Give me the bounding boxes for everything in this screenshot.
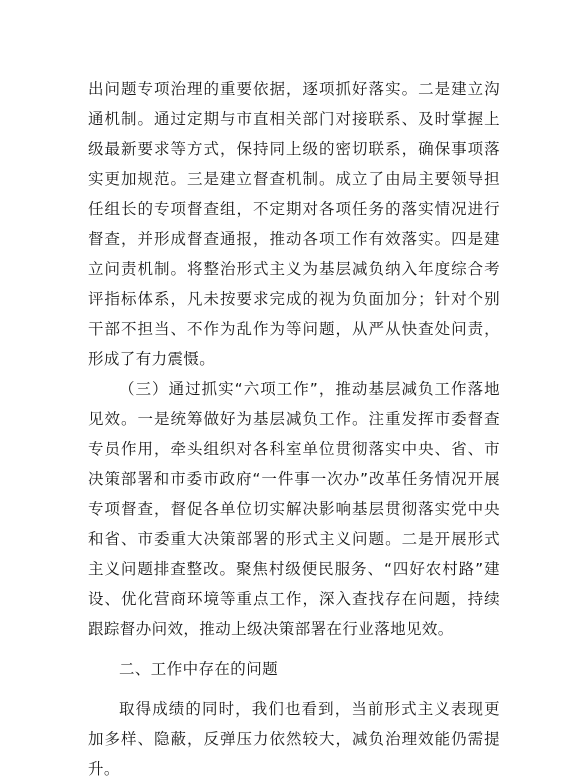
- document-body: [88, 74, 500, 784]
- spacer: [88, 684, 500, 694]
- paragraph-section-three: （三）通过抓实“六项工作”，推动基层减负工作落地见效。一是统筹做好为基层减负工作。注重发挥市委督查专员作用，牵头组织对各科室单位贯彻落实中央、省、市决策部署和市委市政府“一件事一次办”改革任务情况开展专项督查，督促各单位切实解决影响基层贯彻落实党中央和省、市委重大决策部署的形式主义问题。二是开展形式主义问题排查整改。聚焦村级便民服务、“四好农村路”建设、优化营商环境等重点工作，深入查找存在问题，持续跟踪督办问效，推动上级决策部署在行业落地见效。: [88, 380, 500, 638]
- paragraph-problems: 取得成绩的同时，我们也看到，当前形式主义表现更加多样、隐蔽，反弹压力依然较大，减负治理效能仍需提升。: [88, 700, 500, 778]
- section-heading-problems: 二、工作中存在的问题: [119, 660, 279, 678]
- spacer: [88, 644, 500, 654]
- paragraph-continuation: 出问题专项治理的重要依据，逐项抓好落实。二是建立沟通机制。通过定期与市直相关部门对接联系、及时掌握上级最新要求等方式，保持同上级的密切联系，确保事项落实更加规范。三是建立督查机制。成立了由局主要领导担任组长的专项督查组，不定期对各项任务的落实情况进行督查，并形成督查通报，推动各项工作有效落实。四是建立问责机制。将整治形式主义为基层减负纳入年度综合考评指标体系，凡未按要求完成的视为负面加分；针对个别干部不担当、不作为乱作为等问题，从严从快查处问责，形成了有力震慑。: [88, 80, 500, 368]
